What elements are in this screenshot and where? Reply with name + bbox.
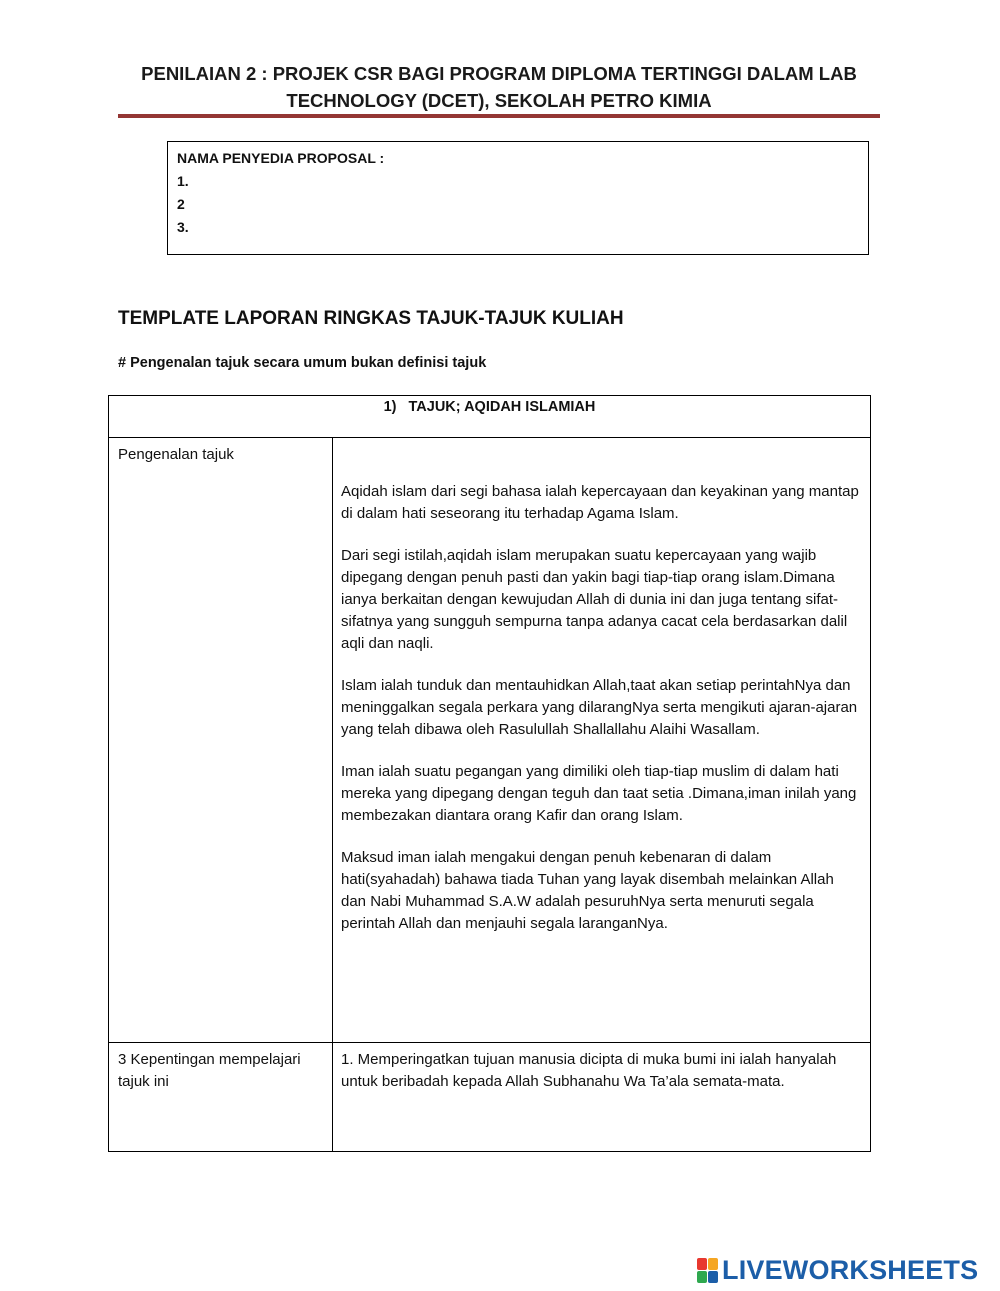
intro-content-cell[interactable]	[333, 438, 871, 1043]
liveworksheets-brand	[697, 1255, 978, 1286]
intro-paragraph-3: Islam ialah tunduk dan mentauhidkan Allah,taat akan setiap perintahNya dan meninggalkan segala perkara yang dilarangNya serta mengikuti ajaran-ajaran yang telah dibawa oleh Rasulullah Shallallahu Alaihi Wasallam.	[341, 677, 858, 738]
intro-paragraph-1: Aqidah islam dari segi bahasa ialah kepercayaan dan keyakinan yang mantap di dalam hati seseorang itu terhadap Agama Islam.	[341, 483, 859, 522]
topic-header-cell	[109, 396, 871, 438]
importance-label-cell: 3 Kepentingan mempelajari tajuk ini	[109, 1043, 333, 1152]
topic-table	[108, 395, 871, 1152]
title-underline-rule	[118, 114, 880, 118]
table-row	[109, 1043, 871, 1152]
author-entry-1[interactable]: 1.	[177, 173, 189, 189]
table-row	[109, 438, 871, 1043]
topic-number: 1)	[383, 399, 397, 415]
liveworksheets-wordmark: LIVEWORKSHEETS	[722, 1255, 979, 1285]
title-line-2: TECHNOLOGY (DCET), SEKOLAH PETRO KIMIA	[286, 90, 712, 111]
author-entry-3[interactable]: 3.	[177, 219, 189, 235]
intro-label-cell: Pengenalan tajuk	[109, 438, 333, 1043]
section-heading: TEMPLATE LAPORAN RINGKAS TAJUK-TAJUK KULIAH	[118, 308, 624, 329]
liveworksheets-logo-icon	[697, 1258, 719, 1284]
intro-paragraph-5: Maksud iman ialah mengakui dengan penuh kebenaran di dalam hati(syahadah) bahawa tiada Tuhan yang layak disembah melainkan Allah dan Nabi Muhammad S.A.W adalah pesuruhNya serta menuruti segala perintah Allah dan menjauhi segala laranganNya.	[341, 849, 834, 932]
proposal-label: NAMA PENYEDIA PROPOSAL :	[177, 150, 385, 166]
document-title	[118, 60, 880, 114]
title-line-1: PENILAIAN 2 : PROJEK CSR BAGI PROGRAM DIPLOMA TERTINGGI DALAM LAB	[141, 63, 857, 84]
proposal-authors-box	[167, 141, 869, 255]
topic-title: TAJUK; AQIDAH ISLAMIAH	[408, 399, 596, 415]
instruction-note: # Pengenalan tajuk secara umum bukan definisi tajuk	[118, 355, 487, 371]
importance-content-cell[interactable]: 1. Memperingatkan tujuan manusia dicipta di muka bumi ini ialah hanyalah untuk beribadah kepada Allah Subhanahu Wa Ta’ala semata-mata.	[333, 1043, 871, 1152]
intro-paragraph-4: Iman ialah suatu pegangan yang dimiliki oleh tiap-tiap muslim di dalam hati mereka yang dipegang dengan teguh dan taat setia .Dimana,iman inilah yang membezakan diantara orang Kafir dan orang Islam.	[341, 763, 857, 824]
author-entry-2[interactable]: 2	[177, 196, 185, 212]
intro-paragraph-2: Dari segi istilah,aqidah islam merupakan suatu kepercayaan yang wajib dipegang dengan penuh pasti dan yakin bagi tiap-tiap orang islam.Dimana ianya berkaitan dengan kewujudan Allah di dunia ini dan juga tentang sifat-sifatnya yang sungguh sempurna tanpa adanya cacat cela berdasarkan dalil aqli dan naqli.	[341, 547, 848, 652]
